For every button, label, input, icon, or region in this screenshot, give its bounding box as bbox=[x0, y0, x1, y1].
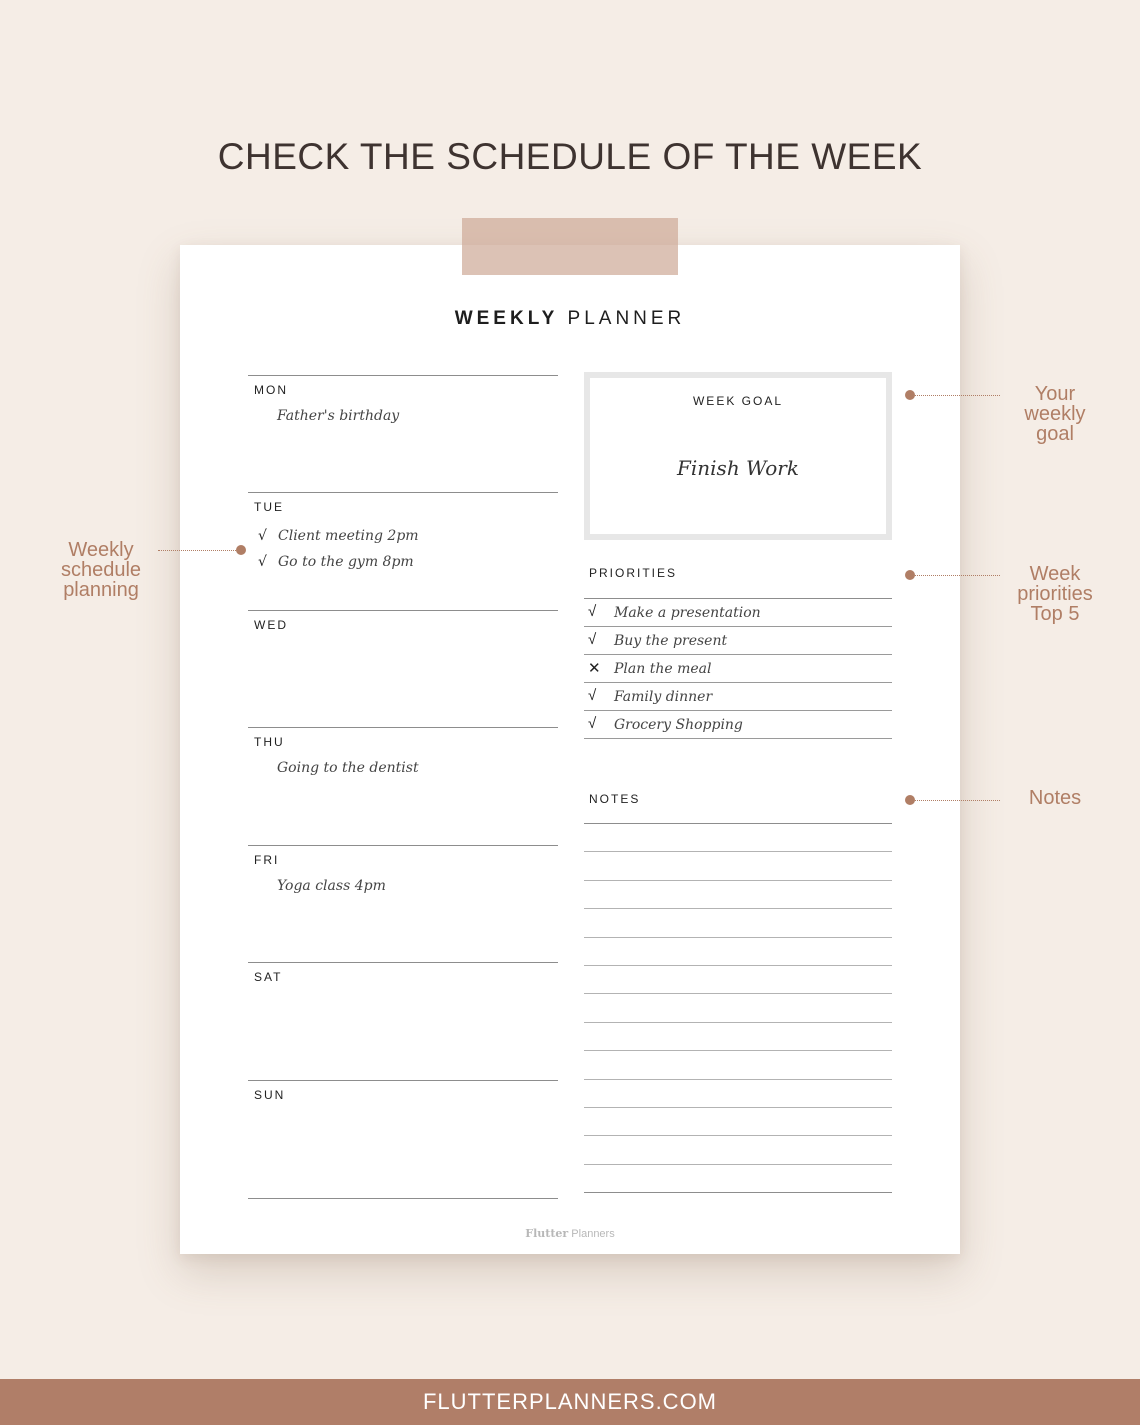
callout-line: weekly bbox=[1024, 403, 1086, 425]
week-goal-label: WEEK GOAL bbox=[692, 394, 784, 408]
note-line bbox=[584, 1079, 892, 1107]
check-icon: √ bbox=[588, 715, 597, 732]
day-sat bbox=[248, 962, 558, 1080]
brand-bold: Flutter bbox=[525, 1227, 569, 1240]
week-goal-box bbox=[584, 372, 892, 540]
check-icon: √ bbox=[258, 554, 267, 570]
note-line bbox=[584, 993, 892, 1021]
week-goal-text: Finish Work bbox=[677, 456, 799, 480]
note-line bbox=[584, 1107, 892, 1135]
priority-text: Plan the meal bbox=[614, 661, 712, 677]
planner-sheet bbox=[180, 245, 960, 1254]
callout-connector bbox=[915, 575, 1000, 576]
footer-bar bbox=[0, 1379, 1140, 1425]
day-note: Yoga class 4pm bbox=[277, 878, 386, 894]
callout-line: planning bbox=[63, 579, 139, 601]
note-line bbox=[584, 1022, 892, 1050]
callout-dot bbox=[905, 570, 915, 580]
note-line bbox=[584, 1050, 892, 1078]
callout-schedule bbox=[46, 540, 156, 600]
notes-lines bbox=[584, 823, 892, 1193]
callout-notes bbox=[1005, 788, 1105, 808]
check-icon: √ bbox=[588, 631, 597, 648]
note-line bbox=[584, 1135, 892, 1163]
day-tue bbox=[248, 492, 558, 610]
day-task bbox=[258, 554, 414, 570]
day-task-text: Client meeting 2pm bbox=[278, 528, 419, 544]
priority-row bbox=[584, 655, 892, 683]
priority-row bbox=[584, 711, 892, 739]
planner-title-rest: PLANNER bbox=[567, 308, 686, 329]
priorities-label: PRIORITIES bbox=[589, 566, 678, 580]
notes-label: NOTES bbox=[589, 792, 641, 806]
day-mon bbox=[248, 375, 558, 493]
day-note: Father's birthday bbox=[277, 408, 400, 424]
callout-connector bbox=[915, 395, 1000, 396]
page-headline: CHECK THE SCHEDULE OF THE WEEK bbox=[217, 136, 923, 177]
priority-text: Buy the present bbox=[614, 633, 728, 649]
priority-text: Family dinner bbox=[614, 689, 713, 705]
callout-line: Top 5 bbox=[1030, 603, 1080, 625]
brand-rest: Planners bbox=[571, 1228, 615, 1240]
note-line bbox=[584, 937, 892, 965]
note-line bbox=[584, 1192, 892, 1193]
planner-title bbox=[180, 308, 960, 330]
callout-priorities bbox=[1000, 564, 1110, 624]
day-wed bbox=[248, 610, 558, 728]
callout-dot bbox=[905, 390, 915, 400]
day-fri bbox=[248, 845, 558, 963]
priorities-list bbox=[584, 598, 892, 739]
note-line bbox=[584, 823, 892, 851]
day-thu bbox=[248, 727, 558, 845]
callout-line: Notes bbox=[1028, 787, 1082, 809]
day-label: MON bbox=[254, 383, 288, 397]
day-label: TUE bbox=[254, 500, 284, 514]
footer-url[interactable]: FLUTTERPLANNERS.COM bbox=[422, 1389, 718, 1414]
cross-icon: ✕ bbox=[588, 660, 601, 677]
callout-line: schedule bbox=[60, 559, 142, 581]
priority-row bbox=[584, 627, 892, 655]
note-line bbox=[584, 851, 892, 879]
day-label: SUN bbox=[254, 1088, 286, 1102]
priority-row bbox=[584, 683, 892, 711]
washi-tape bbox=[462, 218, 678, 275]
check-icon: √ bbox=[588, 687, 597, 704]
callout-connector bbox=[915, 800, 1000, 801]
priority-text: Grocery Shopping bbox=[614, 717, 743, 733]
callout-line: Weekly bbox=[68, 539, 134, 561]
day-label: FRI bbox=[254, 853, 280, 867]
planner-title-bold: WEEKLY bbox=[454, 308, 559, 329]
brand-mark bbox=[180, 1227, 960, 1240]
day-task-text: Go to the gym 8pm bbox=[278, 554, 414, 570]
check-icon: √ bbox=[588, 603, 597, 620]
note-line bbox=[584, 1164, 892, 1192]
callout-line: Your bbox=[1034, 383, 1076, 405]
callout-weekly-goal bbox=[1005, 384, 1105, 444]
check-icon: √ bbox=[258, 528, 267, 544]
note-line bbox=[584, 880, 892, 908]
priority-text: Make a presentation bbox=[614, 605, 761, 621]
callout-line: priorities bbox=[1017, 583, 1093, 605]
day-label: THU bbox=[254, 735, 285, 749]
day-task bbox=[258, 528, 419, 544]
note-line bbox=[584, 965, 892, 993]
day-label: WED bbox=[254, 618, 288, 632]
day-label: SAT bbox=[254, 970, 283, 984]
day-sun bbox=[248, 1080, 558, 1199]
callout-line: Week bbox=[1029, 563, 1081, 585]
day-note: Going to the dentist bbox=[277, 760, 419, 776]
note-line bbox=[584, 908, 892, 936]
priority-row bbox=[584, 599, 892, 627]
callout-connector bbox=[158, 550, 236, 551]
callout-dot bbox=[236, 545, 246, 555]
callout-dot bbox=[905, 795, 915, 805]
callout-line: goal bbox=[1036, 423, 1074, 445]
